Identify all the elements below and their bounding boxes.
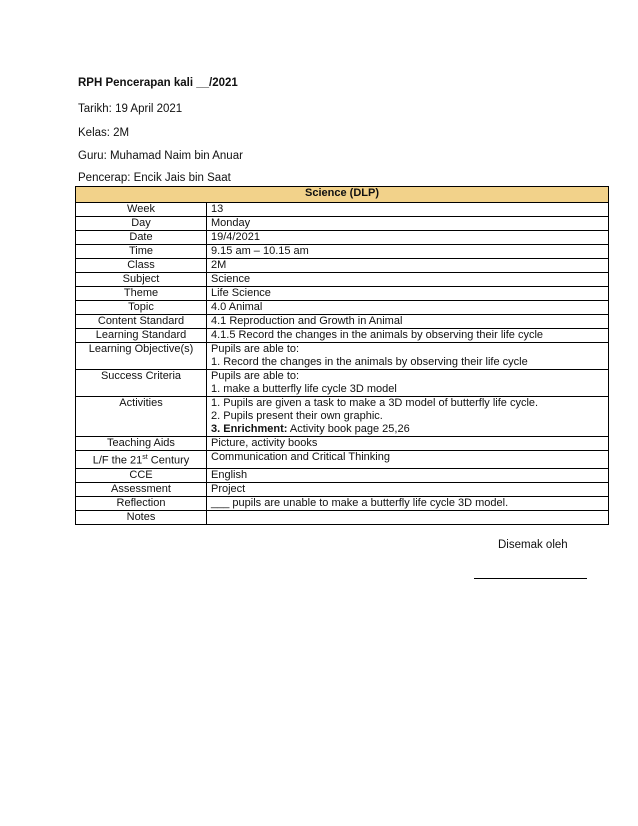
- activity-line-3: [211, 423, 604, 436]
- row-value: [207, 510, 609, 524]
- row-value: English: [207, 468, 609, 482]
- table-title-row: [76, 187, 609, 203]
- row-value: [207, 370, 609, 397]
- table-row: [76, 203, 609, 217]
- success-line-2: 1. make a butterfly life cycle 3D model: [211, 383, 397, 395]
- table-title: Science (DLP): [76, 187, 609, 203]
- table-row: [76, 437, 609, 451]
- success-line-1: Pupils are able to:: [211, 370, 300, 382]
- table-row: [76, 468, 609, 482]
- table-row: [76, 329, 609, 343]
- lesson-plan-table: [75, 186, 609, 525]
- table-row: [76, 496, 609, 510]
- row-label: Class: [76, 259, 207, 273]
- table-row: [76, 343, 609, 370]
- guru-line: Guru: Muhamad Naim bin Anuar: [78, 150, 243, 162]
- pencerap-line: Pencerap: Encik Jais bin Saat: [78, 172, 231, 184]
- table-row: [76, 301, 609, 315]
- row-label: Day: [76, 217, 207, 231]
- table-row: [76, 231, 609, 245]
- row-value: [207, 397, 609, 437]
- lf-label-sup: st: [142, 454, 148, 461]
- row-value: 4.1.5 Record the changes in the animals by observing their life cycle: [207, 329, 609, 343]
- table-row: [76, 259, 609, 273]
- enrichment-label: 3. Enrichment:: [211, 423, 288, 435]
- table-row: [76, 287, 609, 301]
- row-label: Topic: [76, 301, 207, 315]
- table-row: [76, 315, 609, 329]
- row-label: Subject: [76, 273, 207, 287]
- enrichment-text: Activity book page 25,26: [287, 423, 410, 435]
- kelas-line: Kelas: 2M: [78, 127, 130, 139]
- row-label: Theme: [76, 287, 207, 301]
- table-row: [76, 397, 609, 437]
- tarikh-line: Tarikh: 19 April 2021: [78, 103, 183, 115]
- table-row: [76, 482, 609, 496]
- row-value: 4.0 Animal: [207, 301, 609, 315]
- row-value: Science: [207, 273, 609, 287]
- table-row: [76, 510, 609, 524]
- row-label: CCE: [76, 468, 207, 482]
- table-row: [76, 370, 609, 397]
- row-value: Project: [207, 482, 609, 496]
- table-row: [76, 451, 609, 469]
- row-label: Reflection: [76, 496, 207, 510]
- row-value: 19/4/2021: [207, 231, 609, 245]
- row-label: Week: [76, 203, 207, 217]
- table-row: [76, 273, 609, 287]
- row-label: [76, 451, 207, 469]
- row-label: Teaching Aids: [76, 437, 207, 451]
- row-value: Monday: [207, 217, 609, 231]
- table-row: [76, 245, 609, 259]
- row-value: 4.1 Reproduction and Growth in Animal: [207, 315, 609, 329]
- objective-line-1: Pupils are able to:: [211, 343, 300, 355]
- row-label: Activities: [76, 397, 207, 437]
- row-value: Communication and Critical Thinking: [207, 451, 609, 469]
- row-value: 9.15 am – 10.15 am: [207, 245, 609, 259]
- row-value: [207, 343, 609, 370]
- row-label: Date: [76, 231, 207, 245]
- row-value: 2M: [207, 259, 609, 273]
- row-value: ___ pupils are unable to make a butterfly life cycle 3D model.: [207, 496, 609, 510]
- row-label: Content Standard: [76, 315, 207, 329]
- table-row: [76, 217, 609, 231]
- signature-line: [474, 578, 587, 579]
- disemak-label: Disemak oleh: [498, 539, 568, 551]
- lf-label-end: Century: [147, 454, 190, 467]
- row-value: Life Science: [207, 287, 609, 301]
- objective-line-2: 1. Record the changes in the animals by observing their life cycle: [211, 356, 528, 368]
- doc-title: RPH Pencerapan kali __/2021: [78, 77, 238, 89]
- row-value: 13: [207, 203, 609, 217]
- row-value: Picture, activity books: [207, 437, 609, 451]
- row-label: Learning Standard: [76, 329, 207, 343]
- row-label: Time: [76, 245, 207, 259]
- activity-line-2: 2. Pupils present their own graphic.: [211, 410, 383, 422]
- row-label: Assessment: [76, 482, 207, 496]
- row-label: Success Criteria: [76, 370, 207, 397]
- lf-label-start: L/F the 21: [92, 454, 143, 467]
- row-label: Notes: [76, 510, 207, 524]
- row-label: Learning Objective(s): [76, 343, 207, 370]
- activity-line-1: 1. Pupils are given a task to make a 3D model of butterfly life cycle.: [211, 397, 539, 409]
